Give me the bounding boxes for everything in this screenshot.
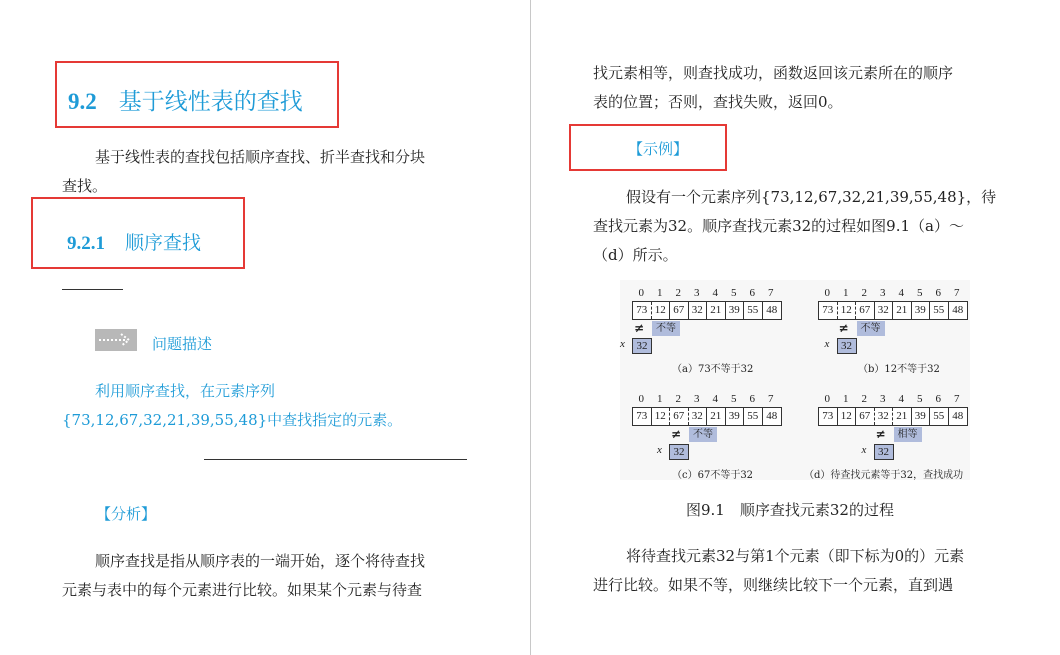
array-cell: 55 xyxy=(744,408,763,425)
search-key-box: 32 xyxy=(632,338,652,354)
index-label: 6 xyxy=(749,393,755,405)
example-paragraph xyxy=(593,183,1013,270)
x-label: x xyxy=(861,444,867,456)
index-label: 7 xyxy=(768,393,774,405)
comparison-result-tag: 不等 xyxy=(689,427,717,442)
intro-line-1: 基于线性表的查找包括顺序查找、折半查找和分块 xyxy=(95,148,426,166)
array-cell: 32 xyxy=(875,408,894,425)
index-row xyxy=(632,393,780,405)
index-row xyxy=(818,393,966,405)
array-cell: 55 xyxy=(930,408,949,425)
example-line-1: 假设有一个元素序列{73,12,67,32,21,39,55,48}，待 xyxy=(626,188,997,206)
right-bottom-line-2: 进行比较。如果不等，则继续比较下一个元素，直到遇 xyxy=(593,576,954,594)
array-row xyxy=(632,301,782,320)
index-label: 1 xyxy=(843,393,849,405)
array-cell: 12 xyxy=(838,408,857,425)
search-key-box: 32 xyxy=(874,444,894,460)
comparison-result-tag: 不等 xyxy=(652,321,680,336)
array-cell: 21 xyxy=(893,408,912,425)
index-label: 4 xyxy=(898,393,904,405)
index-label: 2 xyxy=(861,287,867,299)
panel-caption: （c）67不等于32 xyxy=(672,470,754,481)
index-label: 0 xyxy=(824,287,830,299)
index-label: 3 xyxy=(880,287,886,299)
index-label: 7 xyxy=(954,393,960,405)
subsection-heading xyxy=(67,228,201,255)
index-label: 4 xyxy=(898,287,904,299)
problem-text xyxy=(62,377,482,435)
array-row xyxy=(632,407,782,426)
index-label: 0 xyxy=(824,393,830,405)
index-label: 7 xyxy=(768,287,774,299)
comparison-symbol: ≠ xyxy=(838,321,849,335)
comparison-symbol: ≠ xyxy=(671,427,682,441)
array-cell: 73 xyxy=(819,302,838,319)
subsection-title: 顺序查找 xyxy=(125,232,202,254)
array-cell: 48 xyxy=(766,304,778,316)
array-cell: 67 xyxy=(856,302,875,319)
array-cell: 39 xyxy=(726,302,745,319)
array-cell: 39 xyxy=(726,408,745,425)
example-label: 【示例】 xyxy=(628,140,689,158)
array-cell: 67 xyxy=(856,408,875,425)
index-label: 2 xyxy=(861,393,867,405)
array-cell: 48 xyxy=(952,410,964,422)
section-number: 9.2 xyxy=(68,89,97,114)
array-cell: 67 xyxy=(670,408,689,425)
array-cell: 55 xyxy=(744,302,763,319)
panel-caption: （d）待查找元素等于32，查找成功 xyxy=(804,470,964,481)
array-cell: 39 xyxy=(912,408,931,425)
index-label: 6 xyxy=(749,287,755,299)
array-cell: 55 xyxy=(930,302,949,319)
analysis-paragraph xyxy=(62,547,482,605)
index-label: 0 xyxy=(638,287,644,299)
index-row xyxy=(818,287,966,299)
array-cell: 48 xyxy=(766,410,778,422)
example-line-3: （d）所示。 xyxy=(593,246,678,264)
x-label: x xyxy=(620,338,625,350)
page-divider xyxy=(530,0,531,655)
section-title: 基于线性表的查找 xyxy=(118,89,303,115)
intro-line-2: 查找。 xyxy=(62,177,108,195)
dotted-arrow-icon xyxy=(95,329,137,351)
problem-rule xyxy=(204,459,467,460)
index-label: 2 xyxy=(675,393,681,405)
index-label: 3 xyxy=(694,393,700,405)
search-key-box: 32 xyxy=(837,338,857,354)
index-label: 4 xyxy=(712,287,718,299)
array-cell: 73 xyxy=(633,302,652,319)
problem-line-1: 利用顺序查找，在元素序列 xyxy=(95,382,276,400)
x-label: x xyxy=(657,444,662,456)
index-label: 3 xyxy=(694,287,700,299)
array-cell: 32 xyxy=(689,408,708,425)
index-label: 3 xyxy=(880,393,886,405)
array-cell: 21 xyxy=(893,302,912,319)
figure-caption: 图9.1 顺序查找元素32的过程 xyxy=(686,501,894,519)
index-label: 0 xyxy=(638,393,644,405)
index-label: 1 xyxy=(657,393,663,405)
index-label: 5 xyxy=(917,393,923,405)
array-cell: 12 xyxy=(652,302,671,319)
right-bottom-line-1: 将待查找元素32与第1个元素（即下标为0的）元素 xyxy=(626,547,965,565)
array-cell: 73 xyxy=(633,408,652,425)
index-label: 1 xyxy=(657,287,663,299)
array-cell: 32 xyxy=(875,302,894,319)
array-row xyxy=(818,301,968,320)
array-cell: 12 xyxy=(838,302,857,319)
analysis-line-1: 顺序查找是指从顺序表的一端开始，逐个将待查找 xyxy=(95,552,426,570)
comparison-symbol: ≠ xyxy=(634,321,645,335)
subsection-rule xyxy=(62,289,123,290)
subsection-number: 9.2.1 xyxy=(67,233,105,254)
analysis-label: 【分析】 xyxy=(96,505,157,523)
index-label: 7 xyxy=(954,287,960,299)
right-top-paragraph xyxy=(593,59,1013,117)
array-cell: 21 xyxy=(707,302,726,319)
index-label: 5 xyxy=(917,287,923,299)
panel-caption: （a）73不等于32 xyxy=(672,364,754,375)
array-cell: 48 xyxy=(952,304,964,316)
problem-line-2: {73,12,67,32,21,39,55,48}中查找指定的元素。 xyxy=(62,411,403,429)
index-label: 6 xyxy=(935,393,941,405)
example-line-2: 查找元素为32。顺序查找元素32的过程如图9.1（a）～ xyxy=(593,217,964,235)
array-cell: 67 xyxy=(670,302,689,319)
index-label: 2 xyxy=(675,287,681,299)
array-cell: 12 xyxy=(652,408,671,425)
array-cell: 21 xyxy=(707,408,726,425)
right-top-line-2: 表的位置；否则，查找失败，返回0。 xyxy=(593,93,843,111)
right-bottom-paragraph xyxy=(593,542,1013,600)
array-cell: 32 xyxy=(689,302,708,319)
array-row xyxy=(818,407,968,426)
array-cell: 39 xyxy=(912,302,931,319)
problem-label: 问题描述 xyxy=(152,335,213,353)
index-label: 1 xyxy=(843,287,849,299)
analysis-line-2: 元素与表中的每个元素进行比较。如果某个元素与待查 xyxy=(62,581,423,599)
right-top-line-1: 找元素相等，则查找成功，函数返回该元素所在的顺序 xyxy=(593,64,954,82)
search-key-box: 32 xyxy=(669,444,689,460)
index-label: 6 xyxy=(935,287,941,299)
comparison-result-tag: 不等 xyxy=(857,321,885,336)
comparison-result-tag: 相等 xyxy=(894,427,922,442)
index-row xyxy=(632,287,780,299)
array-cell: 73 xyxy=(819,408,838,425)
x-label: x xyxy=(824,338,830,350)
index-label: 5 xyxy=(731,393,737,405)
index-label: 4 xyxy=(712,393,718,405)
comparison-symbol: ≠ xyxy=(875,427,886,441)
panel-caption: （b）12不等于32 xyxy=(858,364,940,375)
section-heading xyxy=(68,83,303,116)
intro-paragraph xyxy=(62,143,472,201)
index-label: 5 xyxy=(731,287,737,299)
